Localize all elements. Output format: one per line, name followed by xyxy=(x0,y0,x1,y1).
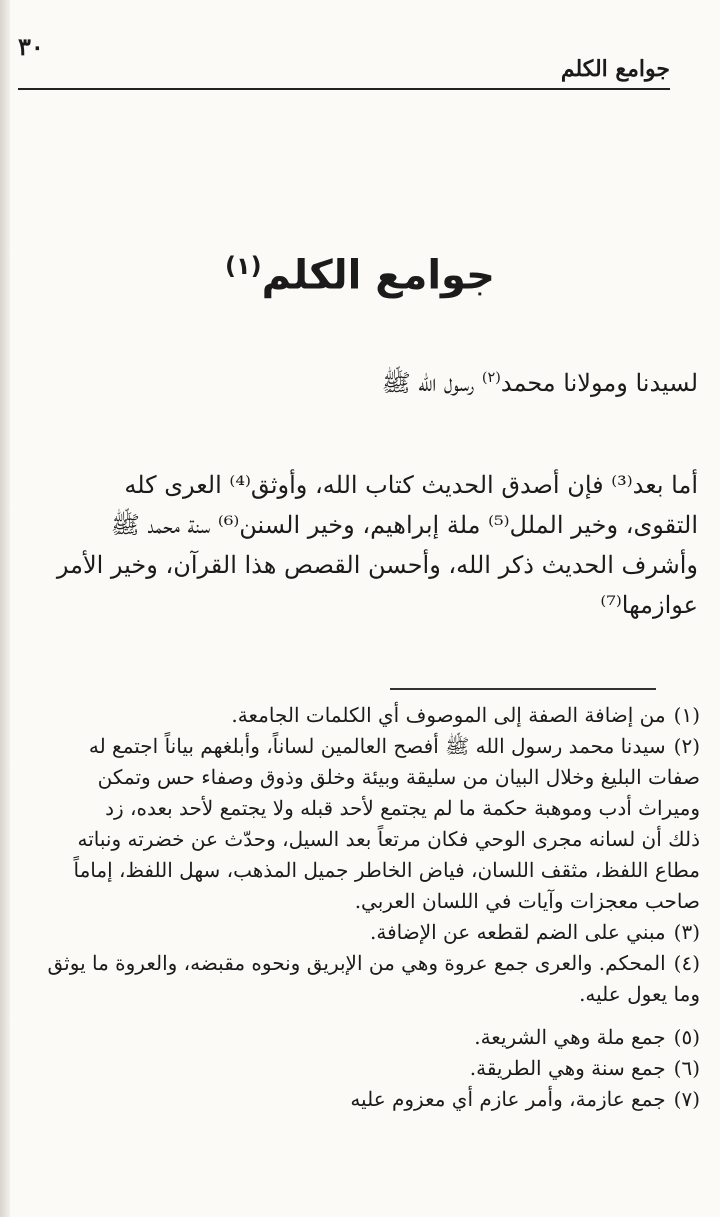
footnote-line: صفات البليغ وخلال البيان من سليقة وبيئة وخلق وذوق وصفاء حس وتمكن xyxy=(97,765,700,789)
page-edge xyxy=(0,0,10,1217)
footnote-line: جمع عازمة، وأمر عازم أي معزوم عليه xyxy=(350,1087,666,1111)
paragraph-line: التقوى، وخير الملل⁽⁵⁾ ملة إبراهيم، وخير السنن⁽⁶⁾ سنة محمد ﷺ xyxy=(110,511,698,539)
footnote-number: (٣) xyxy=(673,920,700,944)
footnote-4 xyxy=(26,948,700,1010)
salutation-text: لسيدنا ومولانا محمد xyxy=(500,369,698,397)
salutation-tail: رسول الله ﷺ xyxy=(381,369,482,397)
footnote-1 xyxy=(26,700,700,731)
footnote-line: من إضافة الصفة إلى الموصوف أي الكلمات الجامعة. xyxy=(231,703,666,727)
footnote-line: وما يعول عليه. xyxy=(579,982,700,1006)
chapter-title-note: (١) xyxy=(225,252,262,280)
footnote-number: (٦) xyxy=(673,1056,700,1080)
running-title: جوامع الكلم xyxy=(560,56,670,82)
footnote-number: (٥) xyxy=(673,1025,700,1049)
salutation-line xyxy=(30,358,698,403)
footnote-line: جمع سنة وهي الطريقة. xyxy=(469,1056,666,1080)
footnote-3 xyxy=(26,917,700,948)
footnote-number: (٢) xyxy=(673,734,700,758)
footnote-line: مطاع اللفظ، مثقف اللسان، فياض الخاطر جميل المذهب، سهل اللفظ، إماماً xyxy=(73,858,700,882)
footnote-line: ذلك أن لسانه مجرى الوحي فكان مرتعاً بعد السيل، وحدّث عن خضرته ونباته xyxy=(77,827,700,851)
footnote-line: جمع ملة وهي الشريعة. xyxy=(474,1025,666,1049)
paragraph-line: أما بعد⁽³⁾ فإن أصدق الحديث كتاب الله، وأوثق⁽⁴⁾ العرى كله xyxy=(124,471,698,499)
page-header xyxy=(18,30,670,90)
footnote-number: (١) xyxy=(673,703,700,727)
footnote-line: مبني على الضم لقطعه عن الإضافة. xyxy=(370,920,666,944)
footnote-line: وميراث أدب وموهبة حكمة ما لم يجتمع لأحد قبله ولا يجتمع لأحد بعده، زد xyxy=(105,796,700,820)
footnote-7 xyxy=(26,1084,700,1115)
footnotes xyxy=(26,700,700,1115)
footnote-number: (٧) xyxy=(673,1087,700,1111)
footnote-2 xyxy=(26,731,700,917)
footnote-divider xyxy=(390,688,656,690)
footnote-5 xyxy=(26,1022,700,1053)
footnote-number: (٤) xyxy=(673,951,700,975)
footnote-6 xyxy=(26,1053,700,1084)
chapter-title-text: جوامع الكلم xyxy=(261,252,495,299)
footnote-line: صاحب معجزات وآيات في اللسان العربي. xyxy=(354,889,700,913)
footnote-line: المحكم. والعرى جمع عروة وهي من الإبريق ونحوه مقبضه، والعروة ما يوثق xyxy=(47,951,666,975)
chapter-title xyxy=(0,252,720,298)
footnote-line: سيدنا محمد رسول الله ﷺ أفصح العالمين لساناً، وأبلغهم بياناً اجتمع له xyxy=(88,734,666,758)
salutation-note: (٢) xyxy=(481,370,501,386)
main-paragraph xyxy=(30,465,698,625)
page-number: ٣٠ xyxy=(18,32,44,61)
paragraph-line: عوازمها⁽⁷⁾ xyxy=(600,591,698,619)
paragraph-line: وأشرف الحديث ذكر الله، وأحسن القصص هذا القرآن، وخير الأمر xyxy=(56,551,698,579)
